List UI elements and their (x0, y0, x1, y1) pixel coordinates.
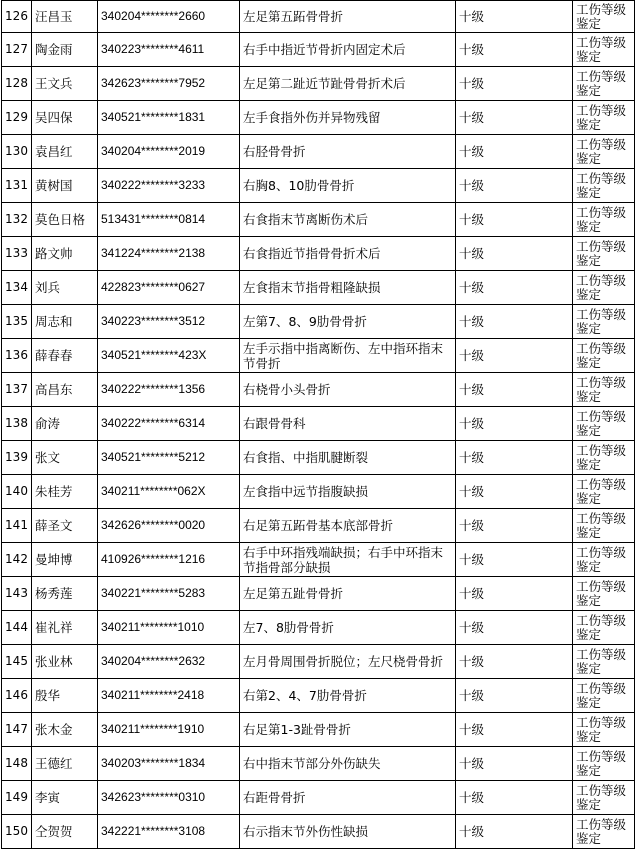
row-number: 136 (2, 339, 32, 373)
disability-grade: 十级 (456, 543, 573, 577)
person-name: 黄树国 (32, 169, 98, 203)
injury-description: 左足第二趾近节趾骨骨折术后 (240, 67, 456, 101)
injury-description: 左足第五跖骨骨折 (240, 1, 456, 33)
row-number: 135 (2, 305, 32, 339)
injury-description: 左7、8肋骨骨折 (240, 611, 456, 645)
disability-grade: 十级 (456, 815, 573, 849)
row-number: 137 (2, 373, 32, 407)
table-row (2, 237, 635, 271)
disability-grade: 十级 (456, 33, 573, 67)
appraisal-type: 工伤等级鉴定 (573, 373, 635, 407)
disability-grade: 十级 (456, 441, 573, 475)
id-number: 340222********6314 (98, 407, 240, 441)
appraisal-type: 工伤等级鉴定 (573, 441, 635, 475)
disability-grade: 十级 (456, 305, 573, 339)
id-number: 513431********0814 (98, 203, 240, 237)
table-row (2, 67, 635, 101)
table-row (2, 781, 635, 815)
table-row (2, 305, 635, 339)
injury-description: 右手中环指残端缺损；右手中环指末节指骨部分缺损 (240, 543, 456, 577)
injury-description: 左食指末节指骨粗隆缺损 (240, 271, 456, 305)
row-number: 146 (2, 679, 32, 713)
injury-appraisal-table (1, 0, 635, 849)
table-row (2, 611, 635, 645)
row-number: 131 (2, 169, 32, 203)
row-number: 126 (2, 1, 32, 33)
table-row (2, 543, 635, 577)
person-name: 路文帅 (32, 237, 98, 271)
person-name: 汪昌玉 (32, 1, 98, 33)
row-number: 148 (2, 747, 32, 781)
person-name: 俞涛 (32, 407, 98, 441)
disability-grade: 十级 (456, 135, 573, 169)
appraisal-type: 工伤等级鉴定 (573, 305, 635, 339)
person-name: 仝贺贺 (32, 815, 98, 849)
row-number: 132 (2, 203, 32, 237)
person-name: 薛春春 (32, 339, 98, 373)
row-number: 130 (2, 135, 32, 169)
appraisal-type: 工伤等级鉴定 (573, 1, 635, 33)
person-name: 周志和 (32, 305, 98, 339)
id-number: 342626********0020 (98, 509, 240, 543)
row-number: 129 (2, 101, 32, 135)
appraisal-type: 工伤等级鉴定 (573, 237, 635, 271)
row-number: 150 (2, 815, 32, 849)
injury-description: 右胫骨骨折 (240, 135, 456, 169)
disability-grade: 十级 (456, 475, 573, 509)
disability-grade: 十级 (456, 679, 573, 713)
appraisal-type: 工伤等级鉴定 (573, 475, 635, 509)
injury-description: 右食指末节离断伤术后 (240, 203, 456, 237)
person-name: 王德红 (32, 747, 98, 781)
id-number: 342623********7952 (98, 67, 240, 101)
id-number: 340204********2660 (98, 1, 240, 33)
row-number: 127 (2, 33, 32, 67)
disability-grade: 十级 (456, 169, 573, 203)
appraisal-type: 工伤等级鉴定 (573, 67, 635, 101)
row-number: 140 (2, 475, 32, 509)
table-row (2, 373, 635, 407)
id-number: 342623********0310 (98, 781, 240, 815)
disability-grade: 十级 (456, 237, 573, 271)
person-name: 曼坤博 (32, 543, 98, 577)
appraisal-type: 工伤等级鉴定 (573, 271, 635, 305)
person-name: 张业林 (32, 645, 98, 679)
appraisal-type: 工伤等级鉴定 (573, 713, 635, 747)
appraisal-type: 工伤等级鉴定 (573, 509, 635, 543)
disability-grade: 十级 (456, 407, 573, 441)
id-number: 340211********1010 (98, 611, 240, 645)
disability-grade: 十级 (456, 781, 573, 815)
injury-description: 左月骨周围骨折脱位；左尺桡骨骨折 (240, 645, 456, 679)
injury-description: 右足第五跖骨基本底部骨折 (240, 509, 456, 543)
injury-description: 右示指末节外伤性缺损 (240, 815, 456, 849)
disability-grade: 十级 (456, 101, 573, 135)
table-body (2, 1, 635, 849)
person-name: 袁昌红 (32, 135, 98, 169)
injury-description: 右第2、4、7肋骨骨折 (240, 679, 456, 713)
id-number: 340521********423X (98, 339, 240, 373)
disability-grade: 十级 (456, 713, 573, 747)
injury-description: 右距骨骨折 (240, 781, 456, 815)
table-row (2, 475, 635, 509)
table-row (2, 271, 635, 305)
disability-grade: 十级 (456, 67, 573, 101)
injury-description: 右足第1-3趾骨骨折 (240, 713, 456, 747)
person-name: 崔礼祥 (32, 611, 98, 645)
person-name: 王文兵 (32, 67, 98, 101)
table-row (2, 713, 635, 747)
person-name: 殷华 (32, 679, 98, 713)
disability-grade: 十级 (456, 373, 573, 407)
injury-description: 右手中指近节骨折内固定术后 (240, 33, 456, 67)
table-row (2, 441, 635, 475)
table-row (2, 101, 635, 135)
person-name: 张木金 (32, 713, 98, 747)
appraisal-type: 工伤等级鉴定 (573, 407, 635, 441)
injury-description: 右中指末节部分外伤缺失 (240, 747, 456, 781)
id-number: 340521********5212 (98, 441, 240, 475)
id-number: 340203********1834 (98, 747, 240, 781)
table-row (2, 815, 635, 849)
appraisal-type: 工伤等级鉴定 (573, 781, 635, 815)
table-row (2, 645, 635, 679)
disability-grade: 十级 (456, 611, 573, 645)
row-number: 142 (2, 543, 32, 577)
appraisal-type: 工伤等级鉴定 (573, 101, 635, 135)
appraisal-type: 工伤等级鉴定 (573, 815, 635, 849)
injury-description: 右胸8、10肋骨骨折 (240, 169, 456, 203)
table-row (2, 747, 635, 781)
appraisal-type: 工伤等级鉴定 (573, 611, 635, 645)
id-number: 342221********3108 (98, 815, 240, 849)
table-row (2, 1, 635, 33)
appraisal-type: 工伤等级鉴定 (573, 747, 635, 781)
id-number: 340222********1356 (98, 373, 240, 407)
person-name: 张文 (32, 441, 98, 475)
row-number: 149 (2, 781, 32, 815)
disability-grade: 十级 (456, 509, 573, 543)
row-number: 133 (2, 237, 32, 271)
person-name: 薛圣文 (32, 509, 98, 543)
row-number: 145 (2, 645, 32, 679)
person-name: 陶金雨 (32, 33, 98, 67)
table-row (2, 203, 635, 237)
injury-description: 右食指近节指骨骨折术后 (240, 237, 456, 271)
appraisal-type: 工伤等级鉴定 (573, 577, 635, 611)
person-name: 吴四保 (32, 101, 98, 135)
appraisal-type: 工伤等级鉴定 (573, 679, 635, 713)
table-row (2, 135, 635, 169)
injury-description: 左足第五趾骨骨折 (240, 577, 456, 611)
id-number: 341224********2138 (98, 237, 240, 271)
person-name: 李寅 (32, 781, 98, 815)
id-number: 422823********0627 (98, 271, 240, 305)
id-number: 340521********1831 (98, 101, 240, 135)
person-name: 朱桂芳 (32, 475, 98, 509)
appraisal-type: 工伤等级鉴定 (573, 339, 635, 373)
table-row (2, 339, 635, 373)
disability-grade: 十级 (456, 1, 573, 33)
row-number: 144 (2, 611, 32, 645)
disability-grade: 十级 (456, 271, 573, 305)
person-name: 杨秀莲 (32, 577, 98, 611)
person-name: 高昌东 (32, 373, 98, 407)
row-number: 134 (2, 271, 32, 305)
table-row (2, 577, 635, 611)
disability-grade: 十级 (456, 747, 573, 781)
disability-grade: 十级 (456, 645, 573, 679)
appraisal-type: 工伤等级鉴定 (573, 135, 635, 169)
row-number: 138 (2, 407, 32, 441)
injury-description: 左手食指外伤并异物残留 (240, 101, 456, 135)
id-number: 340211********1910 (98, 713, 240, 747)
injury-description: 左食指中远节指腹缺损 (240, 475, 456, 509)
id-number: 340223********3512 (98, 305, 240, 339)
id-number: 410926********1216 (98, 543, 240, 577)
id-number: 340221********5283 (98, 577, 240, 611)
table-row (2, 169, 635, 203)
disability-grade: 十级 (456, 203, 573, 237)
table-row (2, 33, 635, 67)
id-number: 340223********4611 (98, 33, 240, 67)
disability-grade: 十级 (456, 339, 573, 373)
id-number: 340204********2632 (98, 645, 240, 679)
injury-description: 左第7、8、9肋骨骨折 (240, 305, 456, 339)
table-row (2, 407, 635, 441)
injury-description: 右食指、中指肌腱断裂 (240, 441, 456, 475)
injury-description: 左手示指中指离断伤、左中指环指末节骨折 (240, 339, 456, 373)
row-number: 139 (2, 441, 32, 475)
table-row (2, 509, 635, 543)
appraisal-type: 工伤等级鉴定 (573, 169, 635, 203)
id-number: 340222********3233 (98, 169, 240, 203)
person-name: 刘兵 (32, 271, 98, 305)
row-number: 128 (2, 67, 32, 101)
appraisal-type: 工伤等级鉴定 (573, 33, 635, 67)
appraisal-type: 工伤等级鉴定 (573, 203, 635, 237)
injury-description: 右跟骨骨科 (240, 407, 456, 441)
id-number: 340211********062X (98, 475, 240, 509)
injury-description: 右桡骨小头骨折 (240, 373, 456, 407)
table-row (2, 679, 635, 713)
disability-grade: 十级 (456, 577, 573, 611)
id-number: 340211********2418 (98, 679, 240, 713)
row-number: 141 (2, 509, 32, 543)
row-number: 147 (2, 713, 32, 747)
appraisal-type: 工伤等级鉴定 (573, 543, 635, 577)
row-number: 143 (2, 577, 32, 611)
appraisal-type: 工伤等级鉴定 (573, 645, 635, 679)
person-name: 莫色日格 (32, 203, 98, 237)
id-number: 340204********2019 (98, 135, 240, 169)
